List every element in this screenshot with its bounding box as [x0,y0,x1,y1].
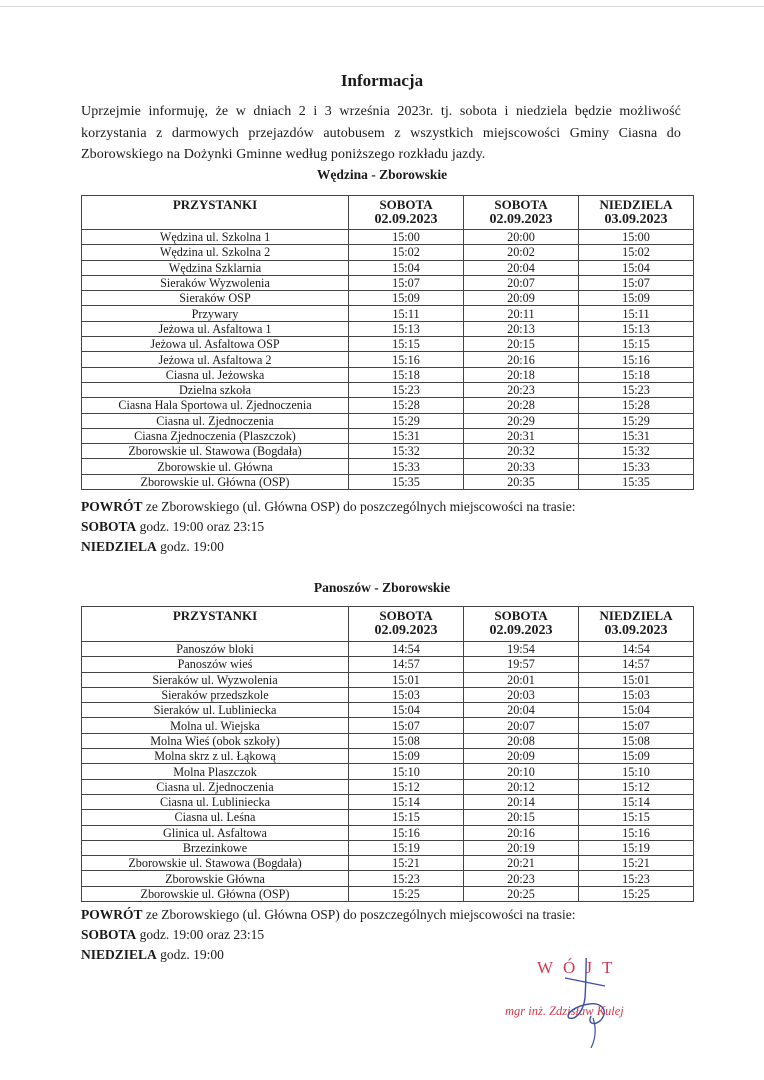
header-col1 [349,196,464,230]
time-col1-cell: 15:09 [349,291,464,306]
table-row [82,428,694,443]
table-row [82,382,694,397]
time-col1-cell: 15:12 [349,779,464,794]
header-col3-date: 03.09.2023 [604,623,668,638]
stop-cell: Ciasna ul. Jeżowska [82,367,349,382]
time-col3-cell: 15:13 [579,321,694,336]
route2-return-note [81,905,576,965]
time-col3-cell: 15:08 [579,733,694,748]
time-col1-cell: 15:14 [349,794,464,809]
saturday-times: godz. 19:00 oraz 23:15 [136,519,265,534]
stop-cell: Sieraków Wyzwolenia [82,275,349,290]
time-col3-cell: 15:23 [579,382,694,397]
time-col2-cell: 20:16 [464,825,579,840]
time-col1-cell: 15:15 [349,810,464,825]
time-col1-cell: 15:23 [349,871,464,886]
time-col1-cell: 15:28 [349,398,464,413]
time-col3-cell: 15:03 [579,687,694,702]
stop-cell: Jeżowa ul. Asfaltowa 2 [82,352,349,367]
time-col3-cell: 15:04 [579,703,694,718]
stamp-title: WÓJT [537,958,623,977]
table-row [82,718,694,733]
header-col3-day: NIEDZIELA [599,197,673,212]
time-col3-cell: 15:07 [579,275,694,290]
stop-cell: Zborowskie ul. Główna (OSP) [82,886,349,901]
header-col1-date: 02.09.2023 [374,212,438,227]
time-col3-cell: 15:07 [579,718,694,733]
time-col2-cell: 20:10 [464,764,579,779]
table-row [82,825,694,840]
header-stops: PRZYSTANKI [82,196,349,230]
table-row [82,733,694,748]
header-col2 [464,607,579,642]
stop-cell: Ciasna Zjednoczenia (Plaszczok) [82,428,349,443]
stop-cell: Molna ul. Wiejska [82,718,349,733]
route2-schedule-table [81,606,694,902]
stop-cell: Sieraków przedszkole [82,687,349,702]
route1-table-body [82,230,694,490]
stop-cell: Ciasna Hala Sportowa ul. Zjednoczenia [82,398,349,413]
route1-sunday-line [81,537,576,557]
route2-return-line [81,905,576,925]
table-row [82,367,694,382]
stop-cell: Panoszów bloki [82,642,349,657]
time-col3-cell: 15:14 [579,794,694,809]
time-col1-cell: 15:31 [349,428,464,443]
time-col2-cell: 20:04 [464,260,579,275]
stop-cell: Wędzina Szklarnia [82,260,349,275]
stop-cell: Jeżowa ul. Asfaltowa OSP [82,337,349,352]
time-col3-cell: 15:21 [579,856,694,871]
table-row [82,459,694,474]
time-col2-cell: 20:02 [464,245,579,260]
table-row [82,275,694,290]
page-top-border [0,6,764,7]
time-col1-cell: 15:16 [349,352,464,367]
time-col1-cell: 15:04 [349,260,464,275]
stop-cell: Dzielna szkoła [82,382,349,397]
time-col2-cell: 20:07 [464,275,579,290]
time-col1-cell: 15:10 [349,764,464,779]
time-col2-cell: 20:21 [464,856,579,871]
stop-cell: Zborowskie ul. Stawowa (Bogdała) [82,856,349,871]
table-row [82,444,694,459]
time-col2-cell: 19:54 [464,642,579,657]
time-col3-cell: 15:02 [579,245,694,260]
time-col1-cell: 15:03 [349,687,464,702]
table-row [82,794,694,809]
time-col2-cell: 20:09 [464,291,579,306]
time-col2-cell: 20:33 [464,459,579,474]
time-col1-cell: 15:35 [349,474,464,489]
time-col1-cell: 15:29 [349,413,464,428]
return-label: POWRÓT [81,907,143,922]
table-row [82,871,694,886]
time-col1-cell: 15:21 [349,856,464,871]
time-col2-cell: 20:15 [464,337,579,352]
time-col1-cell: 15:02 [349,245,464,260]
saturday-label: SOBOTA [81,519,137,534]
route2-title: Panoszów - Zborowskie [313,580,451,595]
sunday-label: NIEDZIELA [81,539,157,554]
route2-table-body [82,642,694,902]
time-col2-cell: 20:07 [464,718,579,733]
time-col3-cell: 15:16 [579,825,694,840]
table-row [82,291,694,306]
stop-cell: Ciasna ul. Zjednoczenia [82,779,349,794]
stop-cell: Sieraków ul. Lubliniecka [82,703,349,718]
header-stops: PRZYSTANKI [82,607,349,642]
header-col3-day: NIEDZIELA [599,608,673,623]
time-col2-cell: 20:08 [464,733,579,748]
time-col1-cell: 15:09 [349,749,464,764]
time-col1-cell: 15:13 [349,321,464,336]
stop-cell: Wędzina ul. Szkolna 1 [82,230,349,245]
time-col1-cell: 15:04 [349,703,464,718]
time-col1-cell: 15:08 [349,733,464,748]
table-row [82,749,694,764]
table-row [82,672,694,687]
table-row [82,352,694,367]
table-row [82,642,694,657]
time-col2-cell: 20:18 [464,367,579,382]
return-text: ze Zborowskiego (ul. Główna OSP) do poszczególnych miejscowości na trasie: [142,907,576,922]
time-col3-cell: 15:33 [579,459,694,474]
stop-cell: Ciasna ul. Lubliniecka [82,794,349,809]
table-row [82,245,694,260]
time-col3-cell: 15:10 [579,764,694,779]
time-col1-cell: 14:54 [349,642,464,657]
time-col3-cell: 15:16 [579,352,694,367]
table-row [82,230,694,245]
time-col3-cell: 15:01 [579,672,694,687]
header-col1-day: SOBOTA [379,197,433,212]
table-row [82,413,694,428]
time-col3-cell: 15:32 [579,444,694,459]
time-col3-cell: 15:19 [579,840,694,855]
intro-paragraph: Uprzejmie informuję, że w dniach 2 i 3 września 2023r. tj. sobota i niedziela będzie możliwość korzystania z darmowych przejazdów autobusem z wszystkich miejscowości Gminy Ciasna do Zborowskiego na Dożynki Gminne według poniższego rozkładu jazdy. [81,104,681,162]
time-col2-cell: 20:14 [464,794,579,809]
table-row [82,337,694,352]
time-col2-cell: 20:03 [464,687,579,702]
stop-cell: Ciasna ul. Leśna [82,810,349,825]
route1-schedule-table [81,195,694,490]
time-col3-cell: 15:31 [579,428,694,443]
time-col1-cell: 15:00 [349,230,464,245]
time-col2-cell: 20:19 [464,840,579,855]
time-col3-cell: 14:57 [579,657,694,672]
time-col1-cell: 15:15 [349,337,464,352]
time-col2-cell: 20:13 [464,321,579,336]
time-col2-cell: 20:28 [464,398,579,413]
sunday-times: godz. 19:00 [156,947,224,962]
header-col2-date: 02.09.2023 [489,212,553,227]
time-col3-cell: 15:09 [579,749,694,764]
stop-cell: Ciasna ul. Zjednoczenia [82,413,349,428]
time-col2-cell: 20:35 [464,474,579,489]
table-row [82,840,694,855]
time-col2-cell: 20:25 [464,886,579,901]
stop-cell: Sieraków ul. Wyzwolenia [82,672,349,687]
table-row [82,886,694,901]
time-col1-cell: 15:23 [349,382,464,397]
route2-saturday-line [81,925,576,945]
time-col3-cell: 15:12 [579,779,694,794]
time-col3-cell: 15:00 [579,230,694,245]
time-col2-cell: 20:23 [464,871,579,886]
route2-sunday-line [81,945,576,965]
stop-cell: Wędzina ul. Szkolna 2 [82,245,349,260]
table-row [82,306,694,321]
table-row [82,260,694,275]
header-col3 [579,196,694,230]
stop-cell: Zborowskie ul. Stawowa (Bogdała) [82,444,349,459]
time-col2-cell: 20:15 [464,810,579,825]
time-col2-cell: 20:04 [464,703,579,718]
stop-cell: Glinica ul. Asfaltowa [82,825,349,840]
header-col3-date: 03.09.2023 [604,212,668,227]
time-col2-cell: 20:00 [464,230,579,245]
header-col1-date: 02.09.2023 [374,623,438,638]
time-col1-cell: 15:32 [349,444,464,459]
saturday-times: godz. 19:00 oraz 23:15 [136,927,265,942]
stop-cell: Molna Plaszczok [82,764,349,779]
time-col2-cell: 20:31 [464,428,579,443]
time-col1-cell: 15:11 [349,306,464,321]
stop-cell: Brzezinkowe [82,840,349,855]
time-col3-cell: 15:35 [579,474,694,489]
time-col1-cell: 14:57 [349,657,464,672]
header-col2 [464,196,579,230]
table-row [82,474,694,489]
time-col3-cell: 15:28 [579,398,694,413]
signature-stamp [505,958,685,1048]
stop-cell: Molna Wieś (obok szkoły) [82,733,349,748]
time-col2-cell: 20:32 [464,444,579,459]
header-col3 [579,607,694,642]
time-col1-cell: 15:25 [349,886,464,901]
table-row [82,657,694,672]
time-col3-cell: 15:15 [579,810,694,825]
stop-cell: Molna skrz z ul. Łąkową [82,749,349,764]
time-col3-cell: 14:54 [579,642,694,657]
time-col2-cell: 20:11 [464,306,579,321]
handwritten-signature [505,958,685,1048]
header-col2-date: 02.09.2023 [489,623,553,638]
time-col2-cell: 20:29 [464,413,579,428]
time-col3-cell: 15:18 [579,367,694,382]
time-col3-cell: 15:11 [579,306,694,321]
table-row [82,810,694,825]
table-row [82,856,694,871]
time-col2-cell: 20:09 [464,749,579,764]
route1-title: Wędzina - Zborowskie [316,167,448,182]
time-col1-cell: 15:18 [349,367,464,382]
time-col1-cell: 15:16 [349,825,464,840]
stop-cell: Przywary [82,306,349,321]
time-col2-cell: 20:16 [464,352,579,367]
table-header-row [82,607,694,642]
table-header-row [82,196,694,230]
table-row [82,764,694,779]
table-row [82,779,694,794]
stop-cell: Zborowskie ul. Główna (OSP) [82,474,349,489]
stop-cell: Panoszów wieś [82,657,349,672]
time-col2-cell: 20:23 [464,382,579,397]
table-row [82,687,694,702]
time-col3-cell: 15:04 [579,260,694,275]
stop-cell: Zborowskie Główna [82,871,349,886]
table-row [82,703,694,718]
table-row [82,398,694,413]
route1-return-line [81,497,576,517]
return-label: POWRÓT [81,499,143,514]
time-col3-cell: 15:09 [579,291,694,306]
route1-return-note [81,497,576,557]
route1-saturday-line [81,517,576,537]
document-title: Informacja [340,71,424,90]
time-col2-cell: 20:01 [464,672,579,687]
time-col3-cell: 15:25 [579,886,694,901]
header-col2-day: SOBOTA [494,608,548,623]
saturday-label: SOBOTA [81,927,137,942]
stop-cell: Zborowskie ul. Główna [82,459,349,474]
sunday-times: godz. 19:00 [156,539,224,554]
table-row [82,321,694,336]
time-col1-cell: 15:33 [349,459,464,474]
stamp-name: mgr inż. Zdzisław Kulej [505,1004,624,1018]
header-col1 [349,607,464,642]
time-col1-cell: 15:19 [349,840,464,855]
time-col1-cell: 15:01 [349,672,464,687]
stop-cell: Jeżowa ul. Asfaltowa 1 [82,321,349,336]
stop-cell: Sieraków OSP [82,291,349,306]
time-col3-cell: 15:23 [579,871,694,886]
sunday-label: NIEDZIELA [81,947,157,962]
time-col2-cell: 20:12 [464,779,579,794]
time-col3-cell: 15:29 [579,413,694,428]
time-col3-cell: 15:15 [579,337,694,352]
header-col2-day: SOBOTA [494,197,548,212]
time-col1-cell: 15:07 [349,718,464,733]
header-col1-day: SOBOTA [379,608,433,623]
time-col1-cell: 15:07 [349,275,464,290]
time-col2-cell: 19:57 [464,657,579,672]
return-text: ze Zborowskiego (ul. Główna OSP) do poszczególnych miejscowości na trasie: [142,499,576,514]
